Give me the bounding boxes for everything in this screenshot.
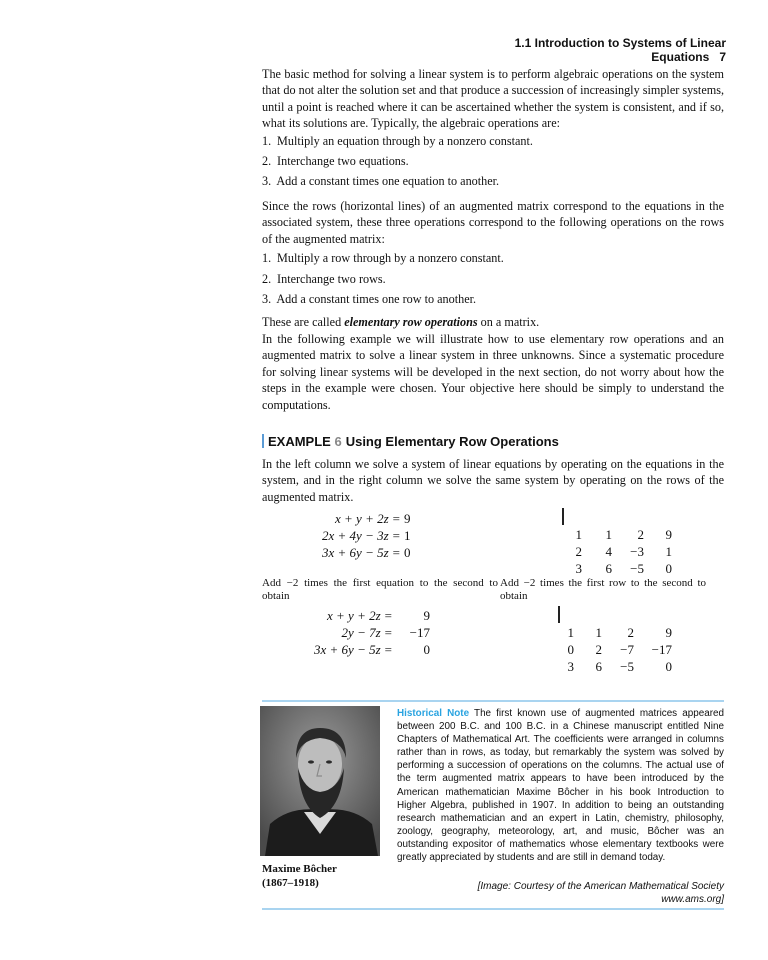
page-header [448, 36, 726, 64]
matrix-row [558, 641, 674, 658]
equation-row [312, 607, 432, 624]
equals-sign: = [392, 510, 400, 526]
equation-lhs: 3x + 6y − 5z [314, 641, 381, 657]
step-right-text: Add −2 times the first row to the second to obtain [500, 577, 706, 602]
matrix-cell: 1 [575, 526, 582, 542]
equation-lhs: 3x + 6y − 5z [322, 544, 389, 560]
matrix-table [562, 526, 674, 577]
matrix-cell: 0 [665, 560, 672, 576]
list-number: 3. [262, 292, 272, 306]
rows-paragraph: Since the rows (horizontal lines) of an augmented matrix correspond to the equations in the associated system, these three operations correspond to the following operations on the rows of the augmented matrix: [262, 199, 724, 246]
historical-note-body: The first known use of augmented matrices appeared between 200 B.C. and 100 B.C. in a Chinese manuscript entitled Nine Chapters of Mathematical Art. The coefficients were arranged in columns rather than in rows, as today, but remarkably the system was solved by performing a succession of operations on the columns. The actual use of the term augmented matrix appears to have been introduced by the American mathematician Maxime Bôcher in his book Introduction to Higher Algebra, published in 1907. In addition to being an outstanding research mathematician and an expert in Latin, chemistry, philosophy, zoology, geography, meteorology, art, and music, Bôcher was an outstanding expositor of mathematics whose elementary textbooks were greatly appreciated by students and are still in demand today. [397, 708, 724, 864]
list-text: Add a constant times one equation to another. [276, 174, 500, 188]
step-left-text: Add −2 times the first equation to the second to obtain [262, 577, 498, 602]
matrix-row [562, 543, 674, 560]
matrix-cell: 3 [567, 658, 574, 674]
section-prefix: EXAMPLE [268, 434, 331, 449]
matrix-cell: 0 [665, 658, 672, 674]
definition-line [262, 315, 539, 330]
section-title: Using Elementary Row Operations [345, 434, 559, 449]
section-header [262, 434, 559, 449]
section-number: 6 [334, 434, 342, 449]
matrix-cell: 6 [595, 658, 602, 674]
list-item-equation-op-1 [262, 134, 533, 149]
equals-sign: = [384, 641, 392, 657]
list-item-equation-op-3 [262, 174, 499, 189]
equation-row [312, 641, 432, 658]
header-title: 1.1 Introduction to Systems of Linear Equations [514, 36, 726, 64]
note-top-rule [262, 700, 724, 702]
right-bracket [563, 508, 564, 525]
right-bracket [559, 606, 560, 623]
equation-table [312, 607, 432, 658]
definition-post: on a matrix. [477, 315, 540, 329]
list-text: Interchange two equations. [277, 154, 409, 168]
matrix-cell: 2 [595, 641, 602, 657]
equation-lhs: 2x + 4y − 3z [322, 527, 389, 543]
equation-rhs: 0 [423, 641, 430, 657]
matrix-cell: −5 [620, 658, 634, 674]
matrix-cell: 3 [575, 560, 582, 576]
equals-sign: = [384, 607, 392, 623]
list-number: 3. [262, 174, 272, 188]
list-number: 1. [262, 134, 272, 148]
matrix-cell: −5 [630, 560, 644, 576]
intro-paragraph: The basic method for solving a linear system is to perform algebraic operations on the system that do not alter the solution set and that produce a succession of increasingly simpler systems, until a point is reached where it can be ascertained whether the system is consistent, and if so, what its solutions are. Typically, the algebraic operations are: [262, 67, 724, 131]
list-text: Interchange two rows. [277, 272, 386, 286]
equation-lhs: x + y + 2z [335, 510, 389, 526]
list-number: 1. [262, 251, 272, 265]
image-credit [465, 880, 724, 906]
equation-rhs: 9 [423, 607, 430, 623]
equals-sign: = [384, 624, 392, 640]
credit-line-1: [Image: Courtesy of the American Mathematical Society [477, 881, 724, 892]
list-text: Multiply a row through by a nonzero constant. [277, 251, 504, 265]
matrix-cell: 9 [665, 526, 672, 542]
matrix-row [562, 560, 674, 577]
system-1 [320, 510, 413, 561]
matrix-cell: 1 [595, 624, 602, 640]
list-number: 2. [262, 154, 272, 168]
list-text: Add a constant times one row to another. [276, 292, 477, 306]
historical-note-title: Historical Note [397, 708, 470, 719]
equation-row [320, 527, 413, 544]
equation-table [320, 510, 413, 561]
equation-rhs: 1 [404, 527, 411, 543]
photo-caption [262, 862, 337, 890]
matrix-cell: 0 [567, 641, 574, 657]
equation-lhs: 2y − 7z [341, 624, 381, 640]
credit-line-2: www.ams.org] [661, 894, 724, 905]
list-item-row-op-1 [262, 251, 504, 266]
matrix-cell: 2 [637, 526, 644, 542]
matrix-row [558, 658, 674, 675]
matrix-cell: 1 [605, 526, 612, 542]
equation-rhs: 9 [404, 510, 411, 526]
list-item-equation-op-2 [262, 154, 409, 169]
augmented-matrix-2 [552, 606, 680, 675]
equals-sign: = [392, 527, 400, 543]
caption-years: (1867–1918) [262, 877, 319, 889]
list-item-row-op-2 [262, 272, 386, 287]
equation-row [312, 624, 432, 641]
equals-sign: = [392, 544, 400, 560]
historical-note [397, 707, 724, 864]
equation-lhs: x + y + 2z [327, 607, 381, 623]
augmented-matrix-1 [556, 508, 680, 577]
matrix-cell: 1 [665, 543, 672, 559]
matrix-cell: 2 [627, 624, 634, 640]
example-intro-paragraph: In the following example we will illustrate how to use elementary row operations and an augmented matrix to solve a linear system in three unknowns. Since a systematic procedure for solving linear systems will be developed in the next section, do not worry about how the steps in the example were chosen. Your objective here should be simply to understand the computations. [262, 332, 724, 412]
list-text: Multiply an equation through by a nonzero constant. [277, 134, 533, 148]
system-2 [312, 607, 432, 658]
matrix-cell: −17 [651, 641, 672, 657]
list-number: 2. [262, 272, 272, 286]
note-bottom-rule [262, 908, 724, 910]
matrix-cell: −7 [620, 641, 634, 657]
equation-rhs: 0 [404, 544, 411, 560]
definition-term: elementary row operations [344, 315, 478, 329]
matrix-cell: 9 [665, 624, 672, 640]
example-text: In the left column we solve a system of linear equations by operating on the equations in the system, and in the right column we solve the same system by operating on the rows of the augmented matrix. [262, 457, 724, 504]
matrix-cell: 4 [605, 543, 612, 559]
definition-pre: These are called [262, 315, 345, 329]
list-item-row-op-3 [262, 292, 476, 307]
portrait-illustration [260, 706, 380, 856]
page-number: 7 [719, 50, 726, 64]
portrait-photo [260, 706, 380, 856]
matrix-table [558, 624, 674, 675]
equation-row [320, 544, 413, 561]
caption-name: Maxime Bôcher [262, 863, 337, 875]
matrix-cell: 1 [567, 624, 574, 640]
matrix-cell: 2 [575, 543, 582, 559]
matrix-row [562, 526, 674, 543]
equation-rhs: −17 [409, 624, 430, 640]
matrix-cell: −3 [630, 543, 644, 559]
matrix-cell: 6 [605, 560, 612, 576]
matrix-row [558, 624, 674, 641]
equation-row [320, 510, 413, 527]
